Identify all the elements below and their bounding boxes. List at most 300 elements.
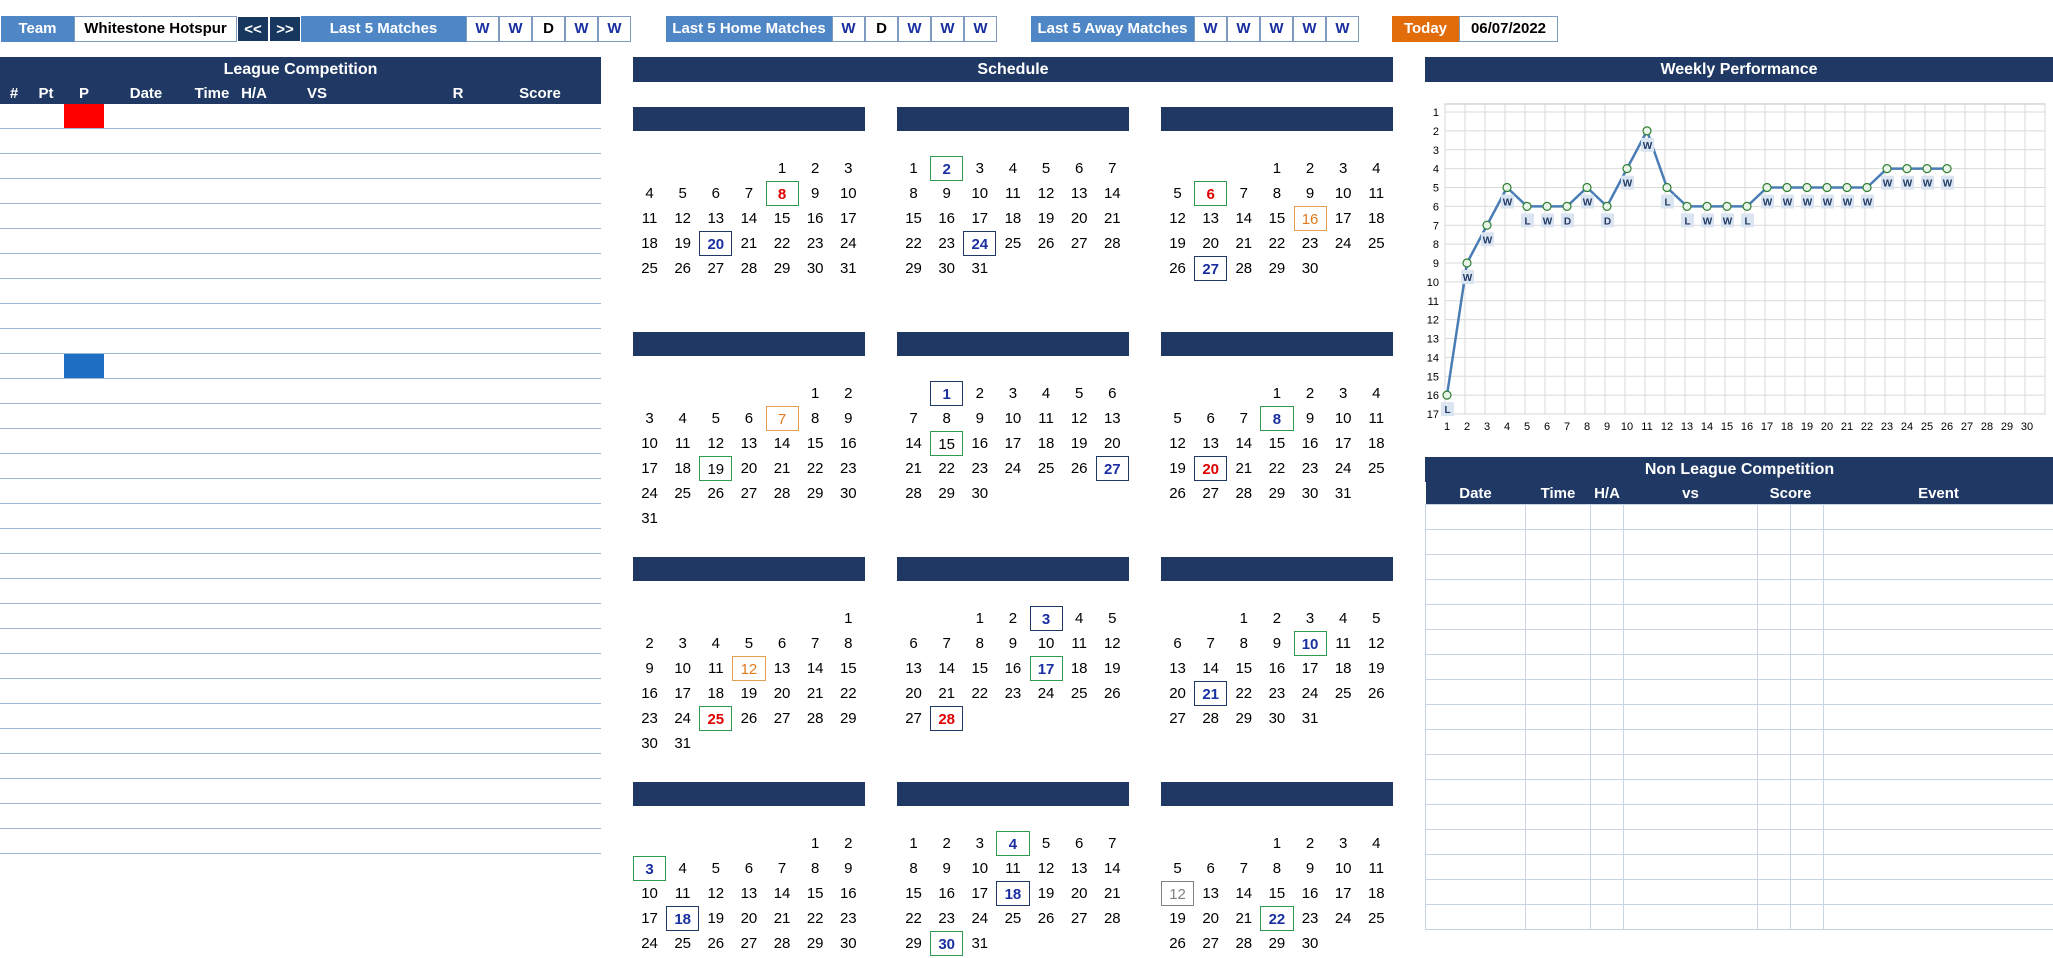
calendar-day[interactable]: 4 (996, 831, 1029, 856)
calendar-day[interactable]: 26 (1169, 485, 1186, 502)
calendar-day[interactable]: 8 (1260, 406, 1293, 431)
calendar-day[interactable]: 23 (806, 235, 824, 252)
calendar-day[interactable]: 24 (839, 235, 857, 252)
calendar-day[interactable]: 28 (773, 935, 791, 952)
calendar-day[interactable]: 8 (909, 185, 918, 202)
calendar-day[interactable]: 10 (971, 860, 989, 877)
calendar-day[interactable]: 1 (777, 160, 787, 177)
calendar-day[interactable]: 16 (971, 435, 989, 452)
calendar-day[interactable]: 25 (1367, 235, 1385, 252)
calendar-day[interactable]: 14 (740, 210, 758, 227)
calendar-day[interactable]: 23 (938, 910, 956, 927)
calendar-day[interactable]: 5 (1108, 610, 1117, 627)
calendar-day[interactable]: 2 (1008, 610, 1018, 627)
calendar-day[interactable]: 15 (1268, 435, 1286, 452)
calendar-day[interactable]: 10 (1004, 410, 1022, 427)
calendar-day[interactable]: 4 (678, 410, 687, 427)
calendar-day[interactable]: 8 (942, 410, 951, 427)
calendar-day[interactable]: 16 (806, 210, 824, 227)
calendar-day[interactable]: 19 (1103, 660, 1121, 677)
calendar-day[interactable]: 5 (1173, 860, 1182, 877)
calendar-day[interactable]: 22 (905, 235, 922, 252)
calendar-day[interactable]: 23 (1301, 460, 1319, 477)
calendar-day[interactable]: 9 (1008, 635, 1018, 652)
calendar-day[interactable]: 7 (909, 410, 918, 427)
calendar-day[interactable]: 24 (1334, 235, 1352, 252)
calendar-day[interactable]: 3 (975, 835, 984, 852)
calendar-day[interactable]: 25 (1037, 460, 1055, 477)
calendar-day[interactable]: 6 (1108, 385, 1117, 402)
calendar-day[interactable]: 22 (1268, 235, 1286, 252)
calendar-day[interactable]: 1 (1272, 160, 1282, 177)
calendar-day[interactable]: 9 (645, 660, 654, 677)
calendar-day[interactable]: 17 (1334, 885, 1352, 902)
calendar-day[interactable]: 17 (641, 910, 658, 927)
calendar-day[interactable]: 24 (641, 935, 658, 952)
calendar-day[interactable]: 19 (674, 235, 692, 252)
calendar-day[interactable]: 20 (1103, 435, 1121, 452)
calendar-day[interactable]: 29 (1235, 710, 1253, 727)
calendar-day[interactable]: 13 (740, 435, 758, 452)
calendar-day[interactable]: 7 (1108, 835, 1117, 852)
calendar-day[interactable]: 10 (839, 185, 857, 202)
calendar-day[interactable]: 19 (1169, 910, 1186, 927)
calendar-day[interactable]: 14 (1103, 185, 1121, 202)
calendar-day[interactable]: 15 (1235, 660, 1253, 677)
calendar-day[interactable]: 31 (1334, 485, 1352, 502)
calendar-day[interactable]: 23 (839, 460, 857, 477)
calendar-day[interactable]: 28 (905, 485, 922, 502)
calendar-day[interactable]: 23 (1301, 910, 1319, 927)
calendar-day[interactable]: 9 (1305, 860, 1315, 877)
calendar-day[interactable]: 20 (773, 685, 791, 702)
calendar-day[interactable]: 30 (938, 260, 956, 277)
calendar-day[interactable]: 16 (1004, 660, 1022, 677)
calendar-day[interactable]: 5 (711, 860, 720, 877)
calendar-day[interactable]: 12 (707, 435, 725, 452)
calendar-day[interactable]: 26 (1169, 935, 1186, 952)
calendar-day[interactable]: 1 (844, 610, 853, 627)
calendar-day[interactable]: 30 (1301, 260, 1319, 277)
calendar-day[interactable]: 22 (1260, 906, 1293, 931)
calendar-day[interactable]: 8 (811, 410, 820, 427)
calendar-day[interactable]: 27 (1070, 910, 1088, 927)
calendar-day[interactable]: 11 (674, 885, 691, 902)
calendar-day[interactable]: 27 (740, 485, 758, 502)
calendar-day[interactable]: 27 (1194, 256, 1227, 281)
calendar-day[interactable]: 12 (1037, 860, 1055, 877)
calendar-day[interactable]: 20 (699, 231, 732, 256)
calendar-day[interactable]: 6 (1194, 181, 1227, 206)
calendar-day[interactable]: 30 (641, 735, 658, 752)
calendar-day[interactable]: 11 (1335, 635, 1351, 652)
calendar-day[interactable]: 25 (1367, 460, 1385, 477)
calendar-day[interactable]: 28 (806, 710, 824, 727)
calendar-day[interactable]: 20 (1070, 210, 1088, 227)
calendar-day[interactable]: 5 (1173, 410, 1182, 427)
calendar-day[interactable]: 25 (1070, 685, 1088, 702)
calendar-day[interactable]: 26 (1037, 235, 1055, 252)
calendar-day[interactable]: 20 (1194, 456, 1227, 481)
calendar-day[interactable]: 11 (1368, 410, 1385, 427)
calendar-day[interactable]: 16 (938, 210, 956, 227)
calendar-day[interactable]: 25 (674, 485, 692, 502)
calendar-day[interactable]: 10 (1334, 860, 1352, 877)
calendar-day[interactable]: 15 (773, 210, 791, 227)
calendar-day[interactable]: 26 (1070, 460, 1088, 477)
calendar-day[interactable]: 10 (674, 660, 692, 677)
calendar-day[interactable]: 1 (909, 160, 918, 177)
calendar-day[interactable]: 14 (1202, 660, 1220, 677)
calendar-day[interactable]: 18 (1070, 660, 1088, 677)
calendar-day[interactable]: 21 (1103, 210, 1121, 227)
calendar-day[interactable]: 13 (1202, 435, 1220, 452)
calendar-day[interactable]: 20 (1202, 235, 1220, 252)
calendar-day[interactable]: 29 (905, 935, 922, 952)
calendar-day[interactable]: 17 (1030, 656, 1063, 681)
calendar-day[interactable]: 3 (1339, 160, 1348, 177)
calendar-day[interactable]: 13 (707, 210, 725, 227)
calendar-day[interactable]: 19 (699, 456, 732, 481)
calendar-day[interactable]: 7 (1239, 410, 1248, 427)
calendar-day[interactable]: 24 (641, 485, 658, 502)
calendar-day[interactable]: 17 (839, 210, 857, 227)
calendar-day[interactable]: 15 (1268, 885, 1286, 902)
calendar-day[interactable]: 23 (1004, 685, 1022, 702)
calendar-day[interactable]: 28 (1202, 710, 1220, 727)
calendar-day[interactable]: 1 (811, 835, 820, 852)
calendar-day[interactable]: 3 (844, 160, 853, 177)
calendar-day[interactable]: 23 (839, 910, 857, 927)
calendar-day[interactable]: 20 (740, 910, 758, 927)
calendar-day[interactable]: 28 (1235, 485, 1253, 502)
calendar-day[interactable]: 27 (773, 710, 791, 727)
calendar-day[interactable]: 14 (1235, 210, 1253, 227)
calendar-day[interactable]: 5 (1041, 160, 1051, 177)
calendar-day[interactable]: 1 (1239, 610, 1248, 627)
calendar-day[interactable]: 18 (1334, 660, 1352, 677)
calendar-day[interactable]: 11 (1071, 635, 1087, 652)
calendar-day[interactable]: 31 (839, 260, 857, 277)
calendar-day[interactable]: 31 (674, 735, 692, 752)
calendar-day[interactable]: 6 (711, 185, 720, 202)
calendar-day[interactable]: 4 (1075, 610, 1084, 627)
calendar-day[interactable]: 20 (1202, 910, 1220, 927)
calendar-day[interactable]: 3 (1030, 606, 1063, 631)
calendar-day[interactable]: 3 (1008, 385, 1018, 402)
calendar-day[interactable]: 4 (645, 185, 654, 202)
calendar-day[interactable]: 2 (975, 385, 984, 402)
calendar-day[interactable]: 3 (1305, 610, 1315, 627)
calendar-day[interactable]: 11 (708, 660, 724, 677)
next-team-button[interactable]: >> (269, 16, 301, 42)
calendar-day[interactable]: 26 (707, 935, 725, 952)
calendar-day[interactable]: 28 (1103, 910, 1121, 927)
calendar-day[interactable]: 4 (1372, 385, 1381, 402)
calendar-day[interactable]: 14 (806, 660, 824, 677)
calendar-day[interactable]: 18 (1367, 435, 1385, 452)
calendar-day[interactable]: 4 (1372, 835, 1381, 852)
calendar-day[interactable]: 13 (1103, 410, 1121, 427)
calendar-day[interactable]: 13 (1169, 660, 1186, 677)
calendar-day[interactable]: 31 (971, 260, 989, 277)
calendar-day[interactable]: 11 (1005, 860, 1021, 877)
calendar-day[interactable]: 10 (641, 885, 658, 902)
calendar-day[interactable]: 14 (1103, 860, 1121, 877)
calendar-day[interactable]: 30 (806, 260, 824, 277)
calendar-day[interactable]: 15 (839, 660, 857, 677)
calendar-day[interactable]: 11 (674, 435, 691, 452)
calendar-day[interactable]: 22 (1268, 460, 1286, 477)
calendar-day[interactable]: 16 (839, 885, 857, 902)
calendar-day[interactable]: 21 (1103, 885, 1121, 902)
calendar-day[interactable]: 4 (1339, 610, 1348, 627)
calendar-day[interactable]: 6 (1206, 410, 1215, 427)
calendar-day[interactable]: 22 (806, 460, 824, 477)
calendar-day[interactable]: 31 (641, 510, 658, 527)
calendar-day[interactable]: 29 (806, 935, 824, 952)
calendar-day[interactable]: 22 (938, 460, 956, 477)
calendar-day[interactable]: 8 (1272, 860, 1282, 877)
calendar-day[interactable]: 17 (641, 460, 658, 477)
calendar-day[interactable]: 12 (1103, 635, 1121, 652)
calendar-day[interactable]: 19 (1169, 235, 1186, 252)
calendar-day[interactable]: 7 (942, 635, 951, 652)
calendar-day[interactable]: 8 (975, 635, 984, 652)
calendar-day[interactable]: 26 (1169, 260, 1186, 277)
calendar-day[interactable]: 4 (1041, 385, 1051, 402)
calendar-day[interactable]: 31 (1301, 710, 1319, 727)
calendar-day[interactable]: 23 (1268, 685, 1286, 702)
calendar-day[interactable]: 8 (909, 860, 918, 877)
calendar-day[interactable]: 17 (971, 885, 989, 902)
calendar-day[interactable]: 1 (1272, 385, 1282, 402)
calendar-day[interactable]: 2 (1305, 385, 1315, 402)
calendar-day[interactable]: 24 (971, 910, 989, 927)
calendar-day[interactable]: 22 (971, 685, 989, 702)
calendar-day[interactable]: 4 (1372, 160, 1381, 177)
calendar-day[interactable]: 12 (1169, 435, 1186, 452)
calendar-day[interactable]: 13 (1070, 860, 1088, 877)
calendar-day[interactable]: 24 (1004, 460, 1022, 477)
calendar-day[interactable]: 4 (711, 635, 720, 652)
calendar-day[interactable]: 6 (909, 635, 918, 652)
calendar-day[interactable]: 13 (1070, 185, 1088, 202)
calendar-day[interactable]: 13 (773, 660, 791, 677)
calendar-day[interactable]: 7 (1108, 160, 1117, 177)
calendar-day[interactable]: 6 (777, 635, 787, 652)
calendar-day[interactable]: 17 (1334, 435, 1352, 452)
calendar-day[interactable]: 30 (1301, 485, 1319, 502)
calendar-day[interactable]: 29 (938, 485, 956, 502)
calendar-day[interactable]: 5 (1372, 610, 1381, 627)
calendar-day[interactable]: 29 (806, 485, 824, 502)
calendar-day[interactable]: 10 (1334, 410, 1352, 427)
calendar-day[interactable]: 3 (1339, 835, 1348, 852)
calendar-day[interactable]: 5 (1075, 385, 1084, 402)
calendar-day[interactable]: 22 (806, 910, 824, 927)
calendar-day[interactable]: 15 (1268, 210, 1286, 227)
calendar-day[interactable]: 5 (744, 635, 754, 652)
calendar-day[interactable]: 8 (1272, 185, 1282, 202)
calendar-day[interactable]: 22 (773, 235, 791, 252)
calendar-day[interactable]: 12 (1037, 185, 1055, 202)
calendar-day[interactable]: 21 (806, 685, 824, 702)
calendar-day[interactable]: 13 (740, 885, 758, 902)
calendar-day[interactable]: 28 (1235, 935, 1253, 952)
calendar-day[interactable]: 30 (1301, 935, 1319, 952)
prev-team-button[interactable]: << (237, 16, 269, 42)
calendar-day[interactable]: 25 (1004, 910, 1022, 927)
calendar-day[interactable]: 10 (971, 185, 989, 202)
calendar-day[interactable]: 17 (1004, 435, 1022, 452)
calendar-day[interactable]: 19 (740, 685, 758, 702)
calendar-day[interactable]: 20 (1169, 685, 1186, 702)
calendar-day[interactable]: 16 (938, 885, 956, 902)
calendar-day[interactable]: 1 (811, 385, 820, 402)
calendar-day[interactable]: 27 (707, 260, 725, 277)
calendar-day[interactable]: 23 (971, 460, 989, 477)
calendar-day[interactable]: 21 (773, 460, 791, 477)
calendar-day[interactable]: 8 (811, 860, 820, 877)
calendar-day[interactable]: 31 (971, 935, 989, 952)
calendar-day[interactable]: 2 (1305, 160, 1315, 177)
calendar-day[interactable]: 22 (1235, 685, 1253, 702)
calendar-day[interactable]: 25 (1334, 685, 1352, 702)
calendar-day[interactable]: 2 (645, 635, 654, 652)
calendar-day[interactable]: 8 (844, 635, 853, 652)
calendar-day[interactable]: 9 (975, 410, 984, 427)
calendar-day[interactable]: 12 (707, 885, 725, 902)
calendar-day[interactable]: 22 (839, 685, 857, 702)
team-selector[interactable]: Whitestone Hotspur (74, 16, 237, 42)
calendar-day[interactable]: 6 (1075, 160, 1084, 177)
calendar-day[interactable]: 26 (1367, 685, 1385, 702)
calendar-day[interactable]: 12 (1161, 881, 1194, 906)
calendar-day[interactable]: 11 (1038, 410, 1054, 427)
calendar-day[interactable]: 18 (666, 906, 699, 931)
calendar-day[interactable]: 18 (641, 235, 658, 252)
calendar-day[interactable]: 26 (707, 485, 725, 502)
calendar-day[interactable]: 28 (930, 706, 963, 731)
calendar-day[interactable]: 4 (678, 860, 687, 877)
calendar-day[interactable]: 27 (1096, 456, 1129, 481)
calendar-day[interactable]: 9 (1305, 185, 1315, 202)
calendar-day[interactable]: 2 (811, 160, 820, 177)
calendar-day[interactable]: 14 (773, 885, 791, 902)
calendar-day[interactable]: 24 (674, 710, 692, 727)
calendar-day[interactable]: 11 (1005, 185, 1021, 202)
calendar-day[interactable]: 9 (1272, 635, 1282, 652)
calendar-day[interactable]: 18 (707, 685, 725, 702)
calendar-day[interactable]: 11 (1368, 185, 1385, 202)
calendar-day[interactable]: 25 (699, 706, 732, 731)
calendar-day[interactable]: 28 (1103, 235, 1121, 252)
calendar-day[interactable]: 17 (674, 685, 692, 702)
calendar-day[interactable]: 26 (674, 260, 692, 277)
calendar-day[interactable]: 21 (773, 910, 791, 927)
calendar-day[interactable]: 20 (1070, 885, 1088, 902)
calendar-day[interactable]: 10 (1294, 631, 1327, 656)
calendar-day[interactable]: 28 (773, 485, 791, 502)
calendar-day[interactable]: 7 (777, 860, 787, 877)
calendar-day[interactable]: 3 (633, 856, 666, 881)
calendar-day[interactable]: 16 (839, 435, 857, 452)
calendar-day[interactable]: 19 (1037, 885, 1055, 902)
calendar-day[interactable]: 7 (766, 406, 799, 431)
calendar-day[interactable]: 12 (732, 656, 765, 681)
calendar-day[interactable]: 6 (744, 410, 754, 427)
calendar-day[interactable]: 24 (963, 231, 996, 256)
calendar-day[interactable]: 10 (641, 435, 658, 452)
calendar-day[interactable]: 18 (996, 881, 1029, 906)
calendar-day[interactable]: 12 (1070, 410, 1088, 427)
calendar-day[interactable]: 30 (930, 931, 963, 956)
calendar-day[interactable]: 12 (1367, 635, 1385, 652)
calendar-day[interactable]: 9 (844, 860, 853, 877)
calendar-day[interactable]: 14 (1235, 435, 1253, 452)
calendar-day[interactable]: 29 (905, 260, 922, 277)
calendar-day[interactable]: 30 (839, 935, 857, 952)
calendar-day[interactable]: 6 (1075, 835, 1084, 852)
calendar-day[interactable]: 19 (707, 910, 725, 927)
calendar-day[interactable]: 30 (1268, 710, 1286, 727)
calendar-day[interactable]: 26 (740, 710, 758, 727)
calendar-day[interactable]: 8 (766, 181, 799, 206)
calendar-day[interactable]: 18 (1004, 210, 1022, 227)
calendar-day[interactable]: 21 (905, 460, 922, 477)
calendar-day[interactable]: 11 (641, 210, 658, 227)
calendar-day[interactable]: 2 (1305, 835, 1315, 852)
calendar-day[interactable]: 4 (1008, 160, 1018, 177)
calendar-day[interactable]: 7 (744, 185, 754, 202)
calendar-day[interactable]: 2 (1272, 610, 1282, 627)
calendar-day[interactable]: 19 (1070, 435, 1088, 452)
calendar-day[interactable]: 3 (645, 410, 654, 427)
calendar-day[interactable]: 30 (839, 485, 857, 502)
calendar-day[interactable]: 13 (905, 660, 922, 677)
calendar-day[interactable]: 25 (1367, 910, 1385, 927)
calendar-day[interactable]: 2 (930, 156, 963, 181)
calendar-day[interactable]: 10 (1037, 635, 1055, 652)
calendar-day[interactable]: 7 (811, 635, 820, 652)
calendar-day[interactable]: 26 (1037, 910, 1055, 927)
calendar-day[interactable]: 13 (1202, 885, 1220, 902)
calendar-day[interactable]: 9 (844, 410, 853, 427)
calendar-day[interactable]: 12 (1169, 210, 1186, 227)
calendar-day[interactable]: 24 (1301, 685, 1319, 702)
calendar-day[interactable]: 3 (1339, 385, 1348, 402)
calendar-day[interactable]: 22 (905, 910, 922, 927)
calendar-day[interactable]: 23 (938, 235, 956, 252)
calendar-day[interactable]: 17 (1334, 210, 1352, 227)
calendar-day[interactable]: 8 (1239, 635, 1248, 652)
calendar-day[interactable]: 30 (971, 485, 989, 502)
calendar-day[interactable]: 27 (740, 935, 758, 952)
calendar-day[interactable]: 2 (942, 835, 951, 852)
calendar-day[interactable]: 6 (1173, 635, 1182, 652)
calendar-day[interactable]: 6 (1206, 860, 1215, 877)
calendar-day[interactable]: 19 (1169, 460, 1186, 477)
calendar-day[interactable]: 21 (1235, 235, 1253, 252)
calendar-day[interactable]: 15 (971, 660, 989, 677)
calendar-day[interactable]: 20 (740, 460, 758, 477)
calendar-day[interactable]: 28 (740, 260, 758, 277)
calendar-day[interactable]: 16 (1268, 660, 1286, 677)
calendar-day[interactable]: 12 (674, 210, 692, 227)
calendar-day[interactable]: 25 (674, 935, 692, 952)
calendar-day[interactable]: 16 (641, 685, 658, 702)
